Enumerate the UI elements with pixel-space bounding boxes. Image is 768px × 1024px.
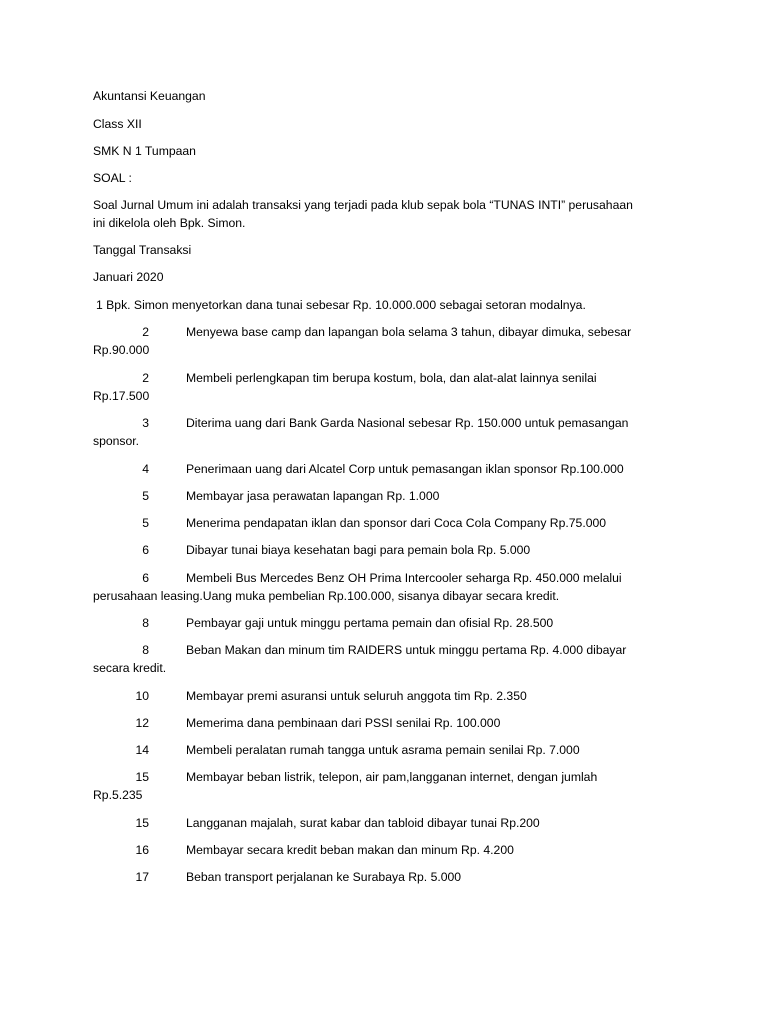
first-transaction: 1 Bpk. Simon menyetorkan dana tunai sebesar Rp. 10.000.000 sebagai setoran modalnya. [96, 298, 586, 312]
soal-label: SOAL : [93, 171, 132, 185]
transaction-continuation: Rp.5.235 [93, 788, 143, 802]
transaction-day: 17 [135, 870, 149, 884]
transaction-description: Membeli perlengkapan tim berupa kostum, bola, dan alat-alat lainnya senilai [186, 371, 597, 385]
transaction-description: Menyewa base camp dan lapangan bola selama 3 tahun, dibayar dimuka, sebesar [186, 325, 632, 339]
transaction-day: 15 [135, 816, 149, 830]
transaction-description: Membayar secara kredit beban makan dan minum Rp. 4.200 [186, 843, 514, 857]
transaction-description: Penerimaan uang dari Alcatel Corp untuk pemasangan iklan sponsor Rp.100.000 [186, 462, 624, 476]
transaction-day: 14 [135, 743, 149, 757]
transaction-day: 12 [135, 716, 149, 730]
transaction-description: Membayar premi asuransi untuk seluruh anggota tim Rp. 2.350 [186, 689, 527, 703]
transaction-description: Membayar beban listrik, telepon, air pam,langganan internet, dengan jumlah [186, 770, 598, 784]
intro-line-1: Soal Jurnal Umum ini adalah transaksi yang terjadi pada klub sepak bola “TUNAS INTI” perusahaan [93, 198, 633, 212]
transaction-day: 4 [142, 462, 149, 476]
transaction-continuation: sponsor. [93, 434, 140, 448]
transaction-description: Diterima uang dari Bank Garda Nasional sebesar Rp. 150.000 untuk pemasangan [186, 416, 629, 430]
transaction-description: Membayar jasa perawatan lapangan Rp. 1.000 [186, 489, 440, 503]
transaction-continuation: perusahaan leasing.Uang muka pembelian Rp.100.000, sisanya dibayar secara kredit. [93, 589, 560, 603]
transaction-day: 2 [142, 371, 149, 385]
transaction-day: 10 [135, 689, 149, 703]
transaction-description: Memerima dana pembinaan dari PSSI senilai Rp. 100.000 [186, 716, 501, 730]
transaction-day: 8 [142, 643, 149, 657]
transaction-continuation: secara kredit. [93, 661, 167, 675]
class-label: Class XII [93, 117, 142, 131]
section-title: Tanggal Transaksi [93, 243, 192, 257]
transaction-day: 5 [142, 516, 149, 530]
subject-title: Akuntansi Keuangan [93, 89, 206, 103]
transaction-description: Langganan majalah, surat kabar dan tabloid dibayar tunai Rp.200 [186, 816, 540, 830]
intro-line-2: ini dikelola oleh Bpk. Simon. [93, 216, 246, 230]
transaction-description: Pembayar gaji untuk minggu pertama pemain dan ofisial Rp. 28.500 [186, 616, 554, 630]
period-label: Januari 2020 [93, 270, 164, 284]
transaction-day: 6 [142, 543, 149, 557]
transaction-continuation: Rp.90.000 [93, 343, 150, 357]
school-name: SMK N 1 Tumpaan [93, 144, 196, 158]
transaction-day: 8 [142, 616, 149, 630]
transaction-day: 3 [142, 416, 149, 430]
transaction-day: 5 [142, 489, 149, 503]
transaction-description: Beban Makan dan minum tim RAIDERS untuk minggu pertama Rp. 4.000 dibayar [186, 643, 627, 657]
transaction-day: 15 [135, 770, 149, 784]
transaction-description: Menerima pendapatan iklan dan sponsor dari Coca Cola Company Rp.75.000 [186, 516, 607, 530]
transaction-description: Dibayar tunai biaya kesehatan bagi para pemain bola Rp. 5.000 [186, 543, 531, 557]
transaction-day: 2 [142, 325, 149, 339]
transaction-day: 16 [135, 843, 149, 857]
transaction-description: Membeli Bus Mercedes Benz OH Prima Intercooler seharga Rp. 450.000 melalui [186, 571, 622, 585]
transaction-description: Membeli peralatan rumah tangga untuk asrama pemain senilai Rp. 7.000 [186, 743, 580, 757]
transaction-continuation: Rp.17.500 [93, 389, 150, 403]
transaction-description: Beban transport perjalanan ke Surabaya Rp. 5.000 [186, 870, 462, 884]
transaction-day: 6 [142, 571, 149, 585]
